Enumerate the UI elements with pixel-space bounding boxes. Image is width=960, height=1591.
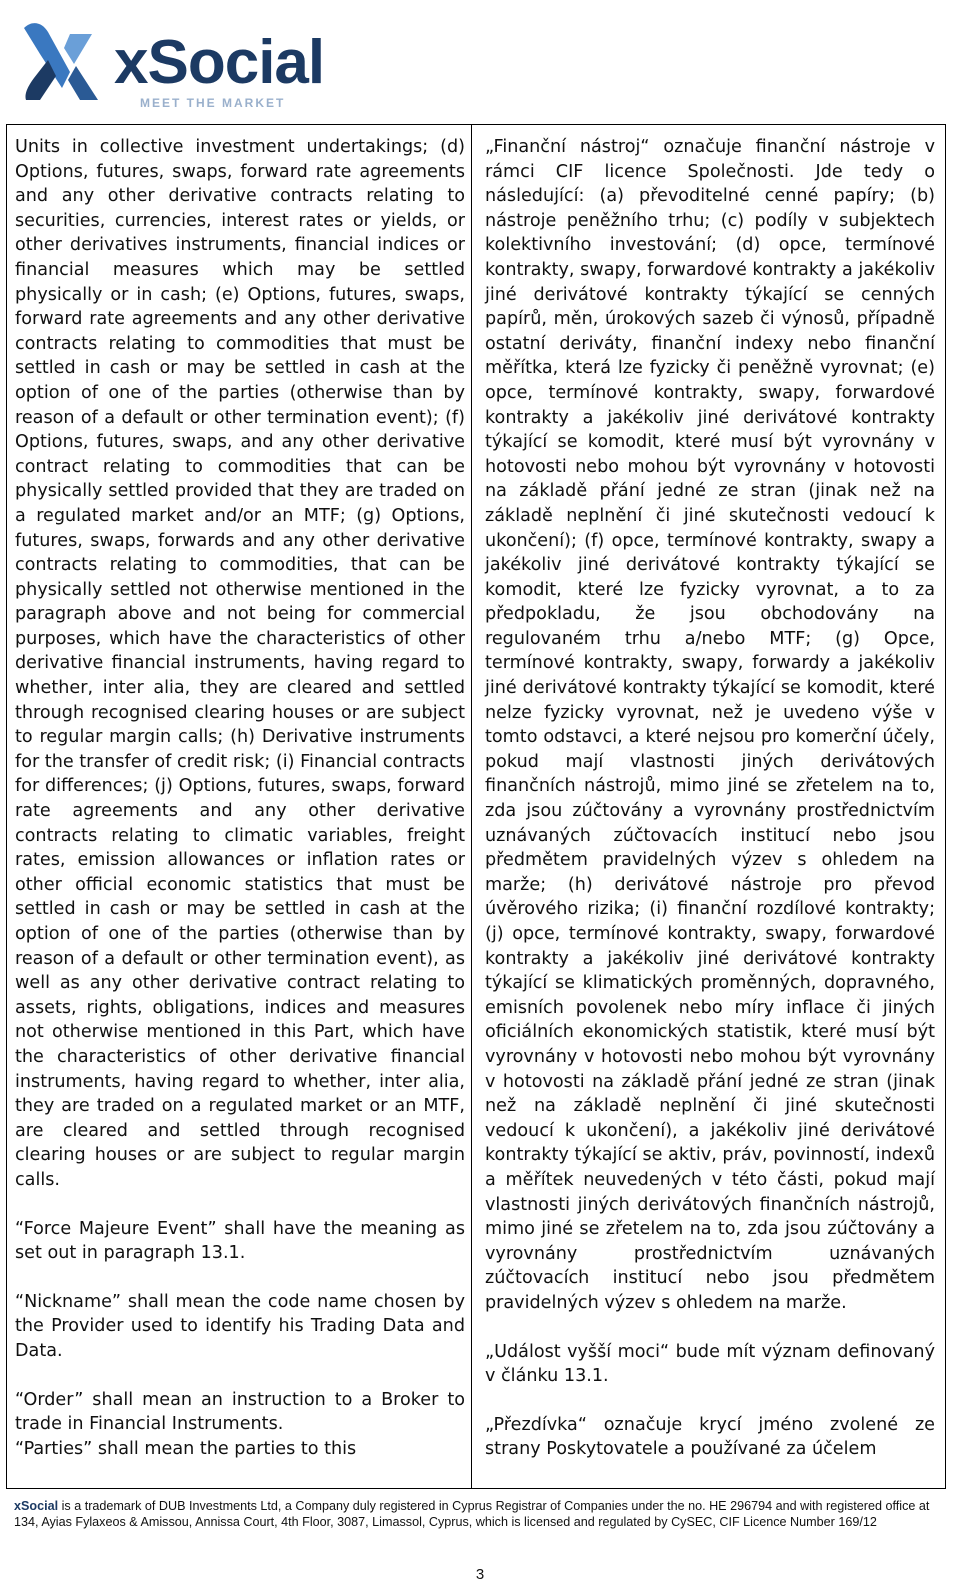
company-logo xyxy=(18,14,338,108)
footer-brand: xSocial xyxy=(14,1499,59,1513)
definition-force-majeure-en: “Force Majeure Event” shall have the meaning as set out in paragraph 13.1. xyxy=(15,1218,465,1264)
footer-text: is a trademark of DUB Investments Ltd, a Company duly registered in Cyprus Registrar of Companies under the no. HE 296794 and with registered office at 134, Ayias Fylaxeos & Amissou, Annissa Court, 4th Floor, 3087, Limassol, Cyprus, which is licensed and regulated by CySEC, CIF Licence Number 169/12 xyxy=(14,1499,930,1530)
logo-wordmark: xSocial xyxy=(114,28,325,97)
column-divider xyxy=(471,125,472,1488)
definition-financial-instrument-cz: „Finanční nástroj“ označuje finanční nástroje v rámci CIF licence Společnosti. Jde tedy o následující: (a) převoditelné cenné papíry; (b) nástroje peněžního trhu; (c) podíly v subjektech kolektivního investování; (d) opce, termínové kontrakty, swapy, forwardové kontrakty a jakékoliv jiné derivátové kontrakty týkající se cenných papírů, měn, úrokových sazeb či výnosů, případně ostatní deriváty, finanční indexy nebo finanční měřítka, která lze fyzicky či peněžně vyrovnat; (e) opce, termínové kontrakty, swapy, forwardové kontrakty a jakékoliv jiné derivátové kontrakty týkající se komodit, které musí být vyrovnány v hotovosti nebo mohou být vyrovnány v hotovosti na základě přání jedné ze stran (jinak než na základě neplnění či jiné skutečnosti vedoucí k ukončení); (f) opce, termínové kontrakty, swapy a jakékoliv jiné derivátové kontrakty týkající se komodit, které lze fyzicky vyrovnat, a to za předpokladu, že jsou obchodovány na regulovaném trhu a/nebo MTF; (g) Opce, termínové kontrakty, swapy, forwardy a jakékoliv jiné derivátové kontrakty týkající se komodit, které nelze fyzicky vyrovnat, než je uvedeno výše v tomto odstavci, a které nejsou pro komerční účely, pokud mají vlastnosti jiných derivátových finančních nástrojů, mimo jiné se zřetelem na to, zda jsou zúčtovány a vyrovnány prostřednictvím uznávaných zúčtovacích institucí nebo jsou předmětem pravidelných výzev s ohledem na marže; (h) derivátové nástroje pro převod úvěrového rizika; (i) finanční rozdílové kontrakty; (j) opce, termínové kontrakty, swapy, forwardové kontrakty a jakékoliv jiné derivátové kontrakty týkající se klimatických proměnných, dopravného, emisních povolenek nebo míry inflace či jiných oficiálních ekonomických statistik, které musí být vyrovnány v hotovosti nebo mohou být vyrovnány v hotovosti na základě přání jedné ze stran (jinak než na základě neplnění či jiné skutečnosti vedoucí k ukončení), a jakékoliv jiné derivátové kontrakty týkající se aktiv, práv, povinností, indexů a měřítek neuvedených v této části, pokud mají vlastnosti jiných derivátových finančních nástrojů, mimo jiné se zřetelem na to, zda jsou zúčtovány a vyrovnány prostřednictvím uznávaných zúčtovacích institucí nebo jsou předmětem pravidelných výzev s ohledem na marže. xyxy=(485,137,935,1313)
logo-tagline: MEET THE MARKET xyxy=(140,96,286,110)
definition-order-en: “Order” shall mean an instruction to a Broker to trade in Financial Instruments. xyxy=(15,1389,465,1435)
xsocial-mark-icon xyxy=(18,14,108,108)
definition-force-majeure-cz: „Událost vyšší moci“ bude mít význam definovaný v článku 13.1. xyxy=(485,1341,935,1387)
czech-column xyxy=(485,135,935,1462)
definition-nickname-en: “Nickname” shall mean the code name chosen by the Provider used to identify his Trading Data and Data. xyxy=(15,1291,465,1361)
bilingual-table xyxy=(6,124,946,1489)
definition-nickname-cz: „Přezdívka“ označuje krycí jméno zvolené ze strany Poskytovatele a používané za účelem xyxy=(485,1414,935,1460)
definition-parties-en: “Parties” shall mean the parties to this xyxy=(15,1438,357,1459)
definition-financial-instrument-en: Units in collective investment undertakings; (d) Options, futures, swaps, forward rate agreements and any other derivative contracts relating to securities, currencies, interest rates or yields, or other derivatives instruments, financial indices or financial measures which may be settled physically or in cash; (e) Options, futures, swaps, forward rate agreements and any other derivative contracts relating to commodities that must be settled in cash or may be settled in cash at the option of one of the parties (otherwise than by reason of a default or other termination event); (f) Options, futures, swaps, and any other derivative contract relating to commodities that can be physically settled provided that they are traded on a regulated market and/or an MTF; (g) Options, futures, swaps, forwards and any other derivative contracts relating to commodities, that can be physically settled not otherwise mentioned in the paragraph above and not being for commercial purposes, which have the characteristics of other derivative financial instruments, having regard to whether, inter alia, they are cleared and settled through recognised clearing houses or are subject to regular margin calls; (h) Derivative instruments for the transfer of credit risk; (i) Financial contracts for differences; (j) Options, futures, swaps, forward rate agreements and any other derivative contracts relating to climatic variables, freight rates, emission allowances or inflation rates or other official economic statistics that must be settled in cash or may be settled in cash at the option of one of the parties (otherwise than by reason of a default or other termination event), as well as any other derivative contract relating to assets, rights, obligations, indices and measures not otherwise mentioned in this Part, which have the characteristics of other derivative financial instruments, having regard to whether, inter alia, they are traded on a regulated market or an MTF, are cleared and settled through recognised clearing houses or are subject to regular margin calls. xyxy=(15,137,465,1190)
english-column xyxy=(15,135,465,1461)
page-number: 3 xyxy=(475,1566,485,1583)
footer-disclaimer xyxy=(14,1498,944,1531)
